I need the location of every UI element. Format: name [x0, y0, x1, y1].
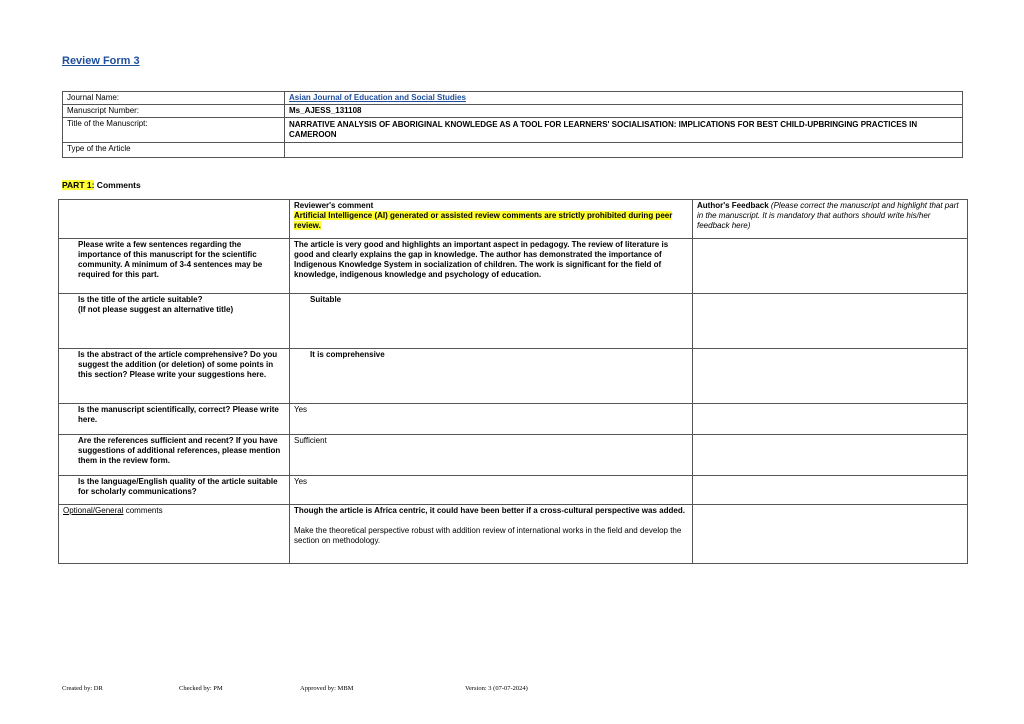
- manuscript-title-label: Title of the Manuscript:: [63, 118, 285, 143]
- author-feedback-cell[interactable]: [693, 294, 968, 349]
- comment-row: [59, 349, 968, 404]
- journal-row: [63, 92, 963, 105]
- comment-row: [59, 294, 968, 349]
- reviewer-answer[interactable]: The article is very good and highlights an important aspect in pedagogy. The review of literature is good and clearly explains the gap in knowledge. The author has demonstrated the importance of Indigenous Knowledge System in socialization of children. The work is significant for the field of knowledge, indigenous knowledge and psychology of education.: [290, 239, 693, 294]
- author-feedback-heading: Author's Feedback: [697, 201, 769, 210]
- optional-comment-text: Make the theoretical perspective robust with addition review of international works in the field and develop the section on methodology.: [294, 526, 682, 545]
- question-cell: [59, 294, 290, 349]
- author-feedback-cell[interactable]: [693, 505, 968, 564]
- comments-header-row: [59, 200, 968, 239]
- reviewer-answer[interactable]: Yes: [290, 404, 693, 435]
- author-feedback-header-cell: [693, 200, 968, 239]
- question-cell: Is the language/English quality of the article suitable for scholarly communications?: [59, 476, 290, 505]
- part1-title: Comments: [94, 180, 141, 190]
- manuscript-number-label: Manuscript Number:: [63, 105, 285, 118]
- question-text: Is the title of the article suitable? (If not please suggest an alternative title): [78, 295, 234, 314]
- ai-notice: Artificial Intelligence (AI) generated or assisted review comments are strictly prohibited during peer review.: [294, 211, 673, 230]
- footer-approved: Approved by: MBM: [300, 685, 354, 692]
- optional-comment-cell[interactable]: [290, 505, 693, 564]
- reviewer-comment-heading: Reviewer's comment: [294, 201, 374, 210]
- question-cell: Please write a few sentences regarding the importance of this manuscript for the scientific community. A minimum of 3-4 sentences may be required for this part.: [59, 239, 290, 294]
- comment-row: [59, 239, 968, 294]
- manuscript-info-table: [62, 91, 963, 158]
- optional-label: Optional/General: [63, 506, 124, 515]
- comments-table: [58, 199, 968, 564]
- author-feedback-cell[interactable]: [693, 239, 968, 294]
- manuscript-number-row: [63, 105, 963, 118]
- header-empty-cell: [59, 200, 290, 239]
- manuscript-title-row: [63, 118, 963, 143]
- part1-heading: [62, 180, 141, 190]
- footer-checked: Checked by: PM: [179, 685, 223, 692]
- part1-label: PART 1:: [62, 180, 95, 190]
- reviewer-answer[interactable]: Yes: [290, 476, 693, 505]
- question-cell: Are the references sufficient and recent? If you have suggestions of additional references, please mention them in the review form.: [59, 435, 290, 476]
- article-type-row: [63, 143, 963, 158]
- author-feedback-cell[interactable]: [693, 476, 968, 505]
- comment-row: [59, 435, 968, 476]
- journal-link[interactable]: Asian Journal of Education and Social Studies: [289, 93, 466, 102]
- reviewer-answer[interactable]: Sufficient: [290, 435, 693, 476]
- question-cell: Is the manuscript scientifically, correct? Please write here.: [59, 404, 290, 435]
- author-feedback-cell[interactable]: [693, 435, 968, 476]
- footer-created: Created by: DR: [62, 685, 103, 692]
- author-feedback-cell[interactable]: [693, 404, 968, 435]
- form-title: Review Form 3: [62, 55, 140, 67]
- manuscript-title-value: NARRATIVE ANALYSIS OF ABORIGINAL KNOWLEDGE AS A TOOL FOR LEARNERS' SOCIALISATION: IMPLICATIONS FOR BEST CHILD-UPBRINGING PRACTICES IN CAMEROON: [285, 118, 963, 143]
- optional-label-rest: comments: [123, 506, 163, 515]
- footer-version: Version: 3 (07-07-2024): [465, 685, 528, 692]
- reviewer-answer[interactable]: It is comprehensive: [290, 349, 693, 404]
- question-cell: Is the abstract of the article comprehensive? Do you suggest the addition (or deletion) of some points in this section? Please write your suggestions here.: [59, 349, 290, 404]
- article-type-label: Type of the Article: [63, 143, 285, 158]
- manuscript-number-value: Ms_AJESS_131108: [285, 105, 963, 118]
- comment-row: [59, 404, 968, 435]
- reviewer-answer[interactable]: Suitable: [290, 294, 693, 349]
- author-feedback-instruction: (Please correct the manuscript and highlight that part in the manuscript. It is mandatory that authors should write his/her feedback here): [697, 201, 959, 230]
- author-feedback-cell[interactable]: [693, 349, 968, 404]
- article-type-value: [285, 143, 963, 158]
- journal-label: Journal Name:: [63, 92, 285, 105]
- reviewer-header-cell: [290, 200, 693, 239]
- optional-label-cell: [59, 505, 290, 564]
- optional-comments-row: [59, 505, 968, 564]
- optional-comment-bold: Though the article is Africa centric, it could have been better if a cross-cultural perspective was added.: [294, 506, 685, 515]
- comment-row: [59, 476, 968, 505]
